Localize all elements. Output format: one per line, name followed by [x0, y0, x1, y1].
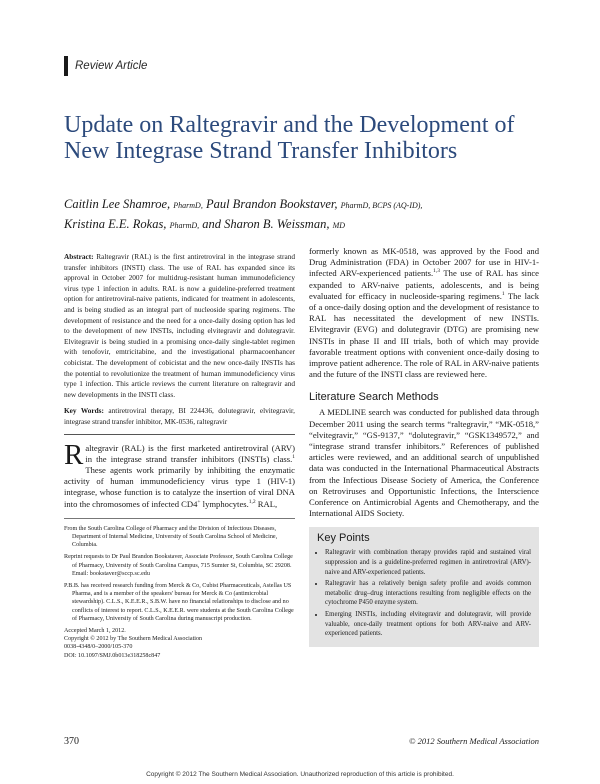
citation: 1	[292, 453, 295, 460]
keywords-text: antiretroviral therapy, BI 224436, dolutegravir, elvitegravir, integrase strand transfer inhibitor, MK-0536, raltegravir	[64, 406, 295, 426]
body-text: formerly known as MK-0518, was approved by the Food and Drug Administration (FDA) in October 2007 for use in HIV-1-infected ARV-experienced patients.	[309, 246, 539, 279]
author-name: Kristina E.E. Rokas,	[64, 217, 167, 231]
keywords-label: Key Words:	[64, 406, 104, 416]
key-points-list	[317, 548, 531, 638]
abstract-text: Raltegravir (RAL) is the first antiretroviral in the integrase strand transfer inhibitors (INSTI) class. The use of RAL has expanded since its approval in October 2007 for multidrug-resistant human immunodeficiency virus type 1 infection in adults. RAL is now a guideline-preferred treatment option for antiretroviral-naive patients, indicated for treatment in adolescents, and is being studied as an integral part of nucleoside sparing regimens. The development of resistance and the need for a once-daily dosing option has led to the development of new INSTIs, including elvitegravir and dolutegravir. Elvitegravir is being studied in a promising once-daily single-tablet regimen with tenofovir, emtricitabine, and the investigational pharmacoenhancer cobicistat. The development of cobicistat and the new once-daily INSTIs has the potential to revolutionize the treatment of human immunodeficiency virus type 1 infection. This article reviews the current literature on raltegravir and new developments in the INSTI class.	[64, 252, 296, 399]
author-name: Caitlin Lee Shamroe,	[64, 197, 171, 211]
superscript: +	[197, 498, 201, 505]
intro-paragraph	[64, 438, 295, 510]
left-column	[64, 252, 295, 660]
copyright-line: Copyright © 2012 by The Southern Medical Association	[64, 636, 203, 643]
author-name: and Sharon B. Weissman,	[202, 217, 330, 231]
author-degree: PharmD,	[169, 221, 200, 230]
section-heading: Literature Search Methods	[309, 391, 439, 404]
doi-line: DOI: 10.1097/SMJ.0b013e318258c847	[64, 652, 161, 659]
copyright-notice: Copyright © 2012 The Southern Medical Association. Unauthorized reproduction of this article is prohibited.	[146, 771, 454, 778]
intro-text: RAL,	[255, 498, 278, 509]
intro-continued	[309, 246, 539, 380]
citation: 1	[501, 290, 505, 297]
author-degree: PharmD,	[173, 201, 203, 210]
literature-paragraph: A MEDLINE search was conducted for published data through December 2011 using the search terms “raltegravir,” “MK-0518,” “elvitegravir,” “GS-9137,” “dolutegravir,” “GSK1349572,” and “integrase strand transfer inhibitors.” References of published articles were reviewed, and an additional search of unpublished data was conducted in the International Pharmaceutical Abstracts from the Infectious Disease Society of America, the Conference on Retroviruses and Opportunistic Infections, the Interscience Conference on Antimicrobial Agents and Chemotherapy, and the International AIDS Society.	[309, 407, 539, 519]
footnotes	[64, 518, 295, 660]
key-points-box	[309, 527, 539, 646]
key-point-item: • Emerging INSTIs, including elvitegravir and dolutegravir, will provide valuable, once-daily treatment options for both ARV-naive and ARV-experienced patients.	[325, 610, 531, 639]
drop-cap: R	[64, 438, 84, 471]
issn-line: 0038-4348/0–2000/105-370	[64, 644, 133, 651]
journal-footer: © 2012 Southern Medical Association	[408, 736, 539, 746]
author-name: Paul Brandon Bookstaver,	[205, 197, 338, 211]
intro-text: lymphocytes.	[200, 498, 249, 509]
article-title: Update on Raltegravir and the Development of New Integrase Strand Transfer Inhibitors	[64, 112, 515, 164]
body-text: The use of RAL has since expanded to ARV-naive patients, adolescents, and is being evaluated for efficacy in nucleoside-sparing regimens.	[309, 268, 539, 301]
divider	[64, 434, 295, 435]
article-type-label: Review Article	[64, 56, 275, 76]
disclosure-note: P.B.B. has received research funding from Merck & Co, Cubist Pharmaceuticals, Astellas US Pharma, and is a member of the speakers' bureau for Merck & Co (antimicrobial stewardship). C.L.S., K.E.E.R., S.B.W. have no financial relationships to disclose and no conflicts of interest to report. C.L.S., K.E.E.R. were students at the South Carolina College of Pharmacy, University of South Carolina during manuscript production.	[64, 582, 294, 622]
author-degree: PharmD, BCPS (AQ-ID),	[340, 201, 423, 210]
reprint-note: Reprint requests to Dr Paul Brandon Bookstaver, Associate Professor, South Carolina College of Pharmacy, University of South Carolina Campus, 715 Sumter St, Columbia, SC 29208. Email: bookstaver@sccp.sc.edu	[64, 554, 293, 577]
key-point-item: • Raltegravir has a relatively benign safety profile and avoids common metabolic drug–drug interactions resulting from negligible effects on the cytochrome P450 enzyme system.	[325, 579, 531, 608]
citation: 1,2	[248, 498, 256, 505]
accepted-date: Accepted March 1, 2012.	[64, 627, 126, 634]
citation: 1,3	[433, 268, 441, 275]
key-points-title: Key Points	[317, 532, 370, 545]
intro-text: These agents work primarily by inhibiting the enzymatic activity of human immunodeficiency virus type 1 (HIV-1) integrase, whose function is to catalyze the insertion of viral DNA into the chromosomes of infected CD4	[64, 464, 295, 509]
body-text: The lack of a once-daily dosing option and the development of resistance to RAL has necessitated the development of new INSTIs. Elvitegravir (EVG) and dolutegravir (DTG) are promising new INSTIs in phase II and III trials, both of which may provide favorable treatment options with convenient once-daily dosing to improve patient adherence. The role of RAL in ARV-naive patients and the future of the INSTI class are reviewed here.	[309, 290, 540, 380]
key-point-item: • Raltegravir with combination therapy provides rapid and sustained viral suppression and is a guideline-preferred regimen in antiretroviral (ARV)-naive and ARV-experienced patients.	[325, 548, 531, 577]
page-number: 370	[64, 736, 79, 747]
author-degree: MD	[332, 221, 346, 230]
abstract	[64, 252, 295, 400]
keywords	[64, 406, 295, 427]
author-list	[64, 195, 534, 235]
right-column	[309, 246, 539, 647]
intro-text: altegravir (RAL) is the first marketed antiretroviral (ARV) in the integrase strand transfer inhibitors (INSTIs) class.	[85, 442, 295, 464]
abstract-label: Abstract:	[64, 252, 94, 261]
affiliation-note: From the South Carolina College of Pharmacy and the Division of Infectious Diseases, Department of Internal Medicine, University of South Carolina School of Medicine, Columbia.	[64, 525, 278, 549]
